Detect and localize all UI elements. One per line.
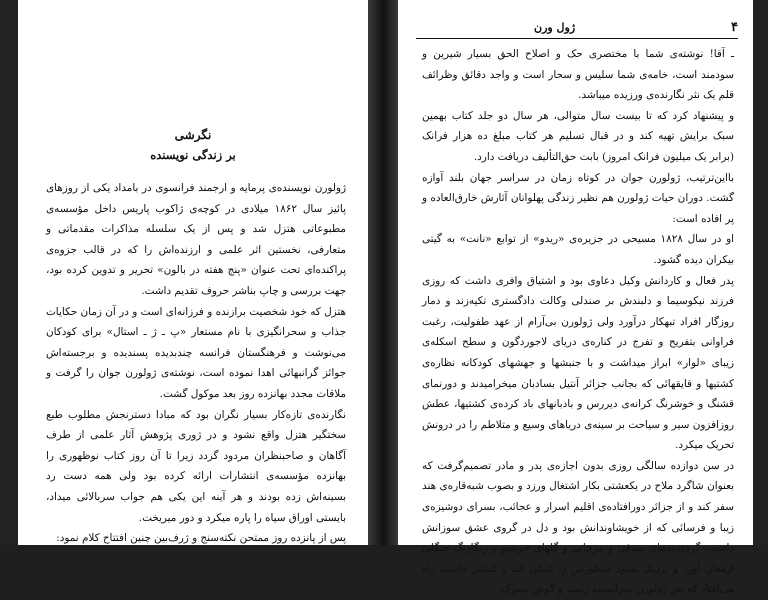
book-gutter [368,0,398,545]
paragraph: در سن دوازده سالگی روزی بدون اجازه‌ی پدر و مادر تصمیم‌گرفت که بعنوان شاگرد ملاح در یکعشتی بکار اشتغال ورزد و بصوب شبه‌قاره‌ی هند سفر کند و از جزائر دورافتاده‌ی اقلیم اسرار و عجائب، بسرای دوشیزه‌ی زیبا و فرسائی که از خویشاوندانش بود و دل در گروی عشق سوزانش داشت، گردن‌بندهای صدفی و مرجانی و گلهای خوشبو و رنگارنگ جنگلی ارمغان آورد و نزدیک بسود منظورش را عملی کند و کشتی داشت راه می‌افتاد که پدر ژولورن سراسیمه رسید و گوش پسرک [422,459,734,596]
running-header [416,20,738,39]
right-book-page [398,0,753,596]
paragraph: ژولورن نویسنده‌ی پرمایه و ارجمند فرانسوی در بامداد یکی از روزهای پائیز سال ۱۸۶۲ میلادی در کوچه‌ی ژاکوب پاریس داخل مؤسسه‌ی مطبوعاتی هتزل شد و پس از یک سلسله مذاکرات مقدماتی و متعارفی، نخستین اثر علمی و ارزنده‌اش را که در قالب جزوه‌ی پراکنده‌ای تحت عنوان «پنج هفته در بالون» تحریر و تدوین کرده بود، جهت بررسی و چاپ بناشر حروف تقدیم داشت. [46,182,346,297]
paragraph: او در سال ۱۸۲۸ مسیحی در جزیره‌ی «ریدو» از توابع «نانت» به گیتی بیکران دیده گشود. [422,233,734,266]
chapter-subtitle: بر زندگی نویسنده [150,148,236,162]
paragraph: و پیشنهاد کرد که تا بیست سال متوالی، هر سال دو جلد کتاب بهمین سبک برایش تهیه کند و در قبال تسلیم هر کتاب مبلغ ده هزار فرانک (برابر یک میلیون فرانک امروز) بابت حق‌التألیف دریافت دارد. [422,109,734,163]
paragraph: ـ آقا! نوشته‌ی شما با مختصری حک و اصلاح الحق بسیار شیرین و سودمند است، خامه‌ی شما سلیس و سحار است و واجد دقائق وظرائف قلم یک نثر نگارنده‌ی ورزیده میباشد. [422,48,734,102]
right-page-body [422,44,734,600]
paragraph: پدر فعال و کاردانش وکیل دعاوی بود و اشتیاق وافری داشت که روزی فرزند نیکوسیما و دلبندش بر صندلی وکالت دادگستری تکیه‌زند و دمار روزگار افراد تبهکار درآورد ولی ژولورن بی‌آرام از عهد طفولیت، رغبت فراوانی بتفریح و تفرج در کناره‌ی دریای لاجوردگون و سطح اسکله‌ی زیبای «لوار» ابراز میداشت و با جنبشها و جهشهای کودکانه نظاره‌ی کشتیها و قایقهائی که بجانب جزائر آنتیل بسادبان میخرامیدند و دورنمای قشنگ و خوشرنگ کرانه‌ی دیررس و بادبانهای باد کرده‌ی کشتیها، عطش روزافزون سیر و سیاحت بر سینه‌ی دریاهای وسیع و متلاطم را در درونش تحریک میکرد. [422,274,734,452]
page-number: ۴ [731,20,738,35]
running-header-title: ژول ورن [534,21,576,34]
left-book-page [18,0,368,545]
paragraph: هتزل که خود شخصیت برازنده و فرزانه‌ای است و در آن زمان حکایات جذاب و سحرانگیزی با نام مستعار «پ ـ ژ ـ استال» برای کودکان می‌نوشت و فرهنگستان فرانسه چندبدیده پسندیده و برجسته‌اش جوائز گرانبهائی اهدا نموده است، نوشته‌ی ژولورن جوان را گرفت و ملاقات مجدد بهانزده روز بعد موکول گشت. [46,305,346,400]
paragraph: پس از پانزده روز ممتحن نکته‌سنج و ژرف‌بین چنین افتتاح کلام نمود: [56,532,346,545]
chapter-title: نگرشی [174,128,212,142]
viewer-background-right [753,0,768,545]
paragraph: نگارنده‌ی تازه‌کار بسیار نگران بود که مبادا دسترنجش مطلوب طبع سختگیر هتزل واقع نشود و در ژوری پژوهش آثار علمی از طرف آگاهان و صاحبنظران مردود گردد زیرا تا آن روز کتاب نوظهوری را بهانزده مؤسسه‌ی انتشارات ارائه کرده بود ولی همه دست رد بسینه‌اش زده بودند و هر آینه این یکی هم جواب سربالائی میداد، بایستی اوراق سیاه را پاره میکرد و دور میریخت. [46,408,346,524]
paragraph: بااین‌ترتیب، ژولورن جوان در کوتاه زمان در سراسر جهان بلند آوازه گشت. دوران حیات ژولورن هم نظیر زندگی پهلوانان آثارش خارق‌العاده و پر افاده است: [422,171,734,225]
left-page-body [46,178,346,549]
viewer-background-left [0,0,18,545]
